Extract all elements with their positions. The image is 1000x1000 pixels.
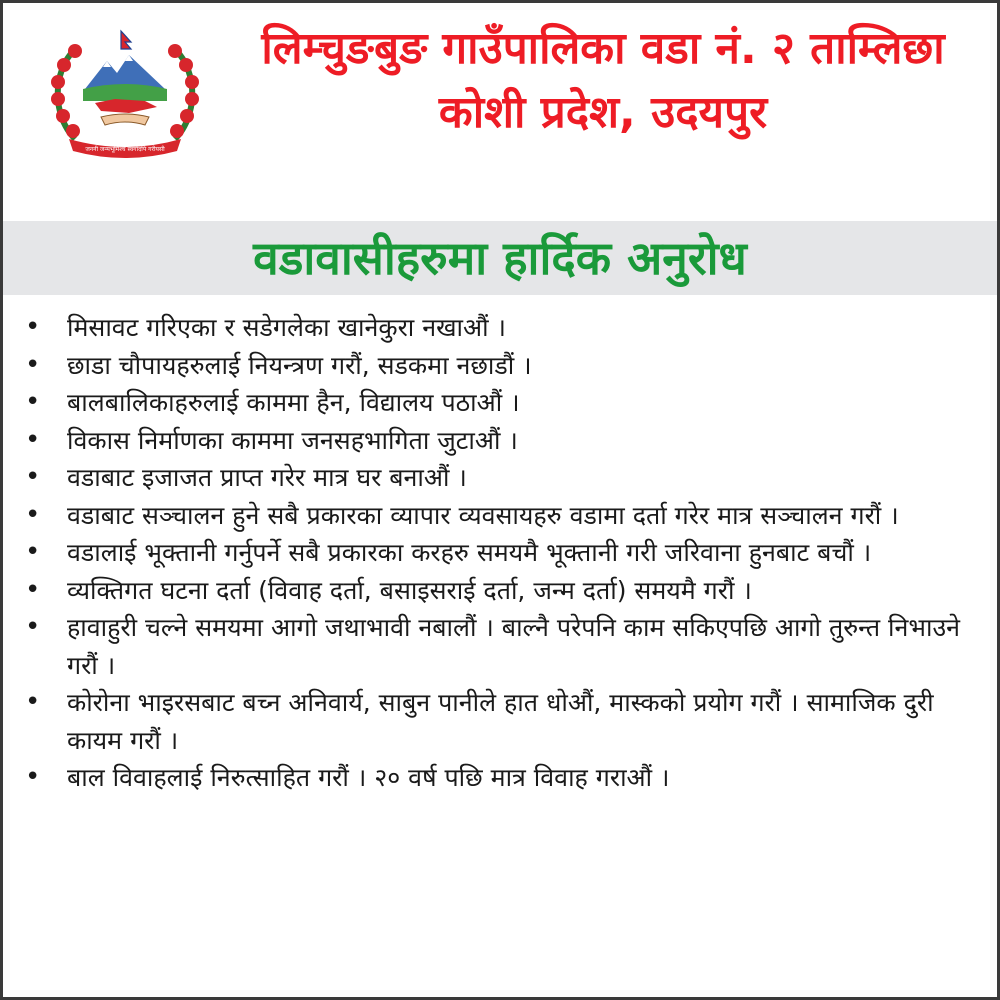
banner-heading: वडावासीहरुमा हार्दिक अनुरोध xyxy=(253,231,747,285)
bullet-icon: • xyxy=(25,387,41,417)
bullet-icon: • xyxy=(25,462,41,492)
header xyxy=(203,17,1000,145)
bullet-icon: • xyxy=(25,574,41,605)
bullet-icon: • xyxy=(25,312,41,342)
rule-text: हावाहुरी चल्ने समयमा आगो जथाभावी नबालौं । बाल्नै परेपनि काम सकिएपछि आगो तुरुन्त निभाउने गरौं । xyxy=(67,613,961,680)
rule-text: विकास निर्माणका काममा जनसहभागिता जुटाऔं । xyxy=(67,425,518,455)
emblem-motto: जननी जन्मभूमिश्च स्वर्गादपि गरीयसी xyxy=(85,146,165,153)
rule-item xyxy=(3,609,997,684)
rule-text: बालबालिकाहरुलाई काममा हैन, विद्यालय पठाऔं । xyxy=(67,388,520,417)
rule-item xyxy=(3,534,997,572)
rule-text: मिसावट गरिएका र सडेगलेका खानेकुरा नखाऔं । xyxy=(67,313,506,342)
header-title: लिम्चुङबुङ गाउँपालिका वडा नं. २ ताम्लिछा xyxy=(261,23,945,74)
rule-text: बाल विवाहलाई निरुत्साहित गरौं । २० वर्ष पछि मात्र विवाह गराऔं । xyxy=(67,763,670,792)
bullet-icon: • xyxy=(25,349,41,380)
header-subtitle: कोशी प्रदेश, उदयपुर xyxy=(438,87,768,138)
rule-item xyxy=(3,384,997,422)
rule-text: छाडा चौपायहरुलाई नियन्त्रण गरौं, सडकमा नछाडौं । xyxy=(67,350,532,380)
banner xyxy=(3,221,997,295)
rule-text: व्यक्तिगत घटना दर्ता (विवाह दर्ता, बसाइसराई दर्ता, जन्म दर्ता) समयमै गरौं । xyxy=(67,575,752,605)
bullet-icon: • xyxy=(25,424,41,455)
rule-text: वडालाई भूक्तानी गर्नुपर्ने सबै प्रकारका करहरु समयमै भूक्तानी गरी जरिवाना हुनबाट बचौं । xyxy=(67,538,872,567)
rule-item xyxy=(3,422,997,460)
rule-item xyxy=(3,459,997,497)
rule-item xyxy=(3,572,997,610)
rule-text: वडाबाट सञ्चालन हुने सबै प्रकारका व्यापार व्यवसायहरु वडामा दर्ता गरेर मात्र सञ्चालन गरौं । xyxy=(67,500,899,530)
bullet-icon: • xyxy=(25,762,41,792)
bullet-icon: • xyxy=(25,537,41,567)
rule-text: कोरोना भाइरसबाट बच्न अनिवार्य, साबुन पानीले हात धोऔं, मास्कको प्रयोग गरौं । सामाजिक दुरी कायम गरौं । xyxy=(67,688,934,755)
rule-item xyxy=(3,759,997,797)
rule-item xyxy=(3,347,997,385)
rule-item xyxy=(3,309,997,347)
bullet-icon: • xyxy=(25,499,41,530)
bullet-icon: • xyxy=(25,687,41,717)
rule-item xyxy=(3,497,997,535)
rule-text: वडाबाट इजाजत प्राप्त गरेर मात्र घर बनाऔं । xyxy=(67,463,467,492)
bullet-icon: • xyxy=(25,612,41,642)
rules-list xyxy=(3,309,997,797)
rule-item xyxy=(3,684,997,759)
nepal-emblem-icon xyxy=(45,27,205,163)
